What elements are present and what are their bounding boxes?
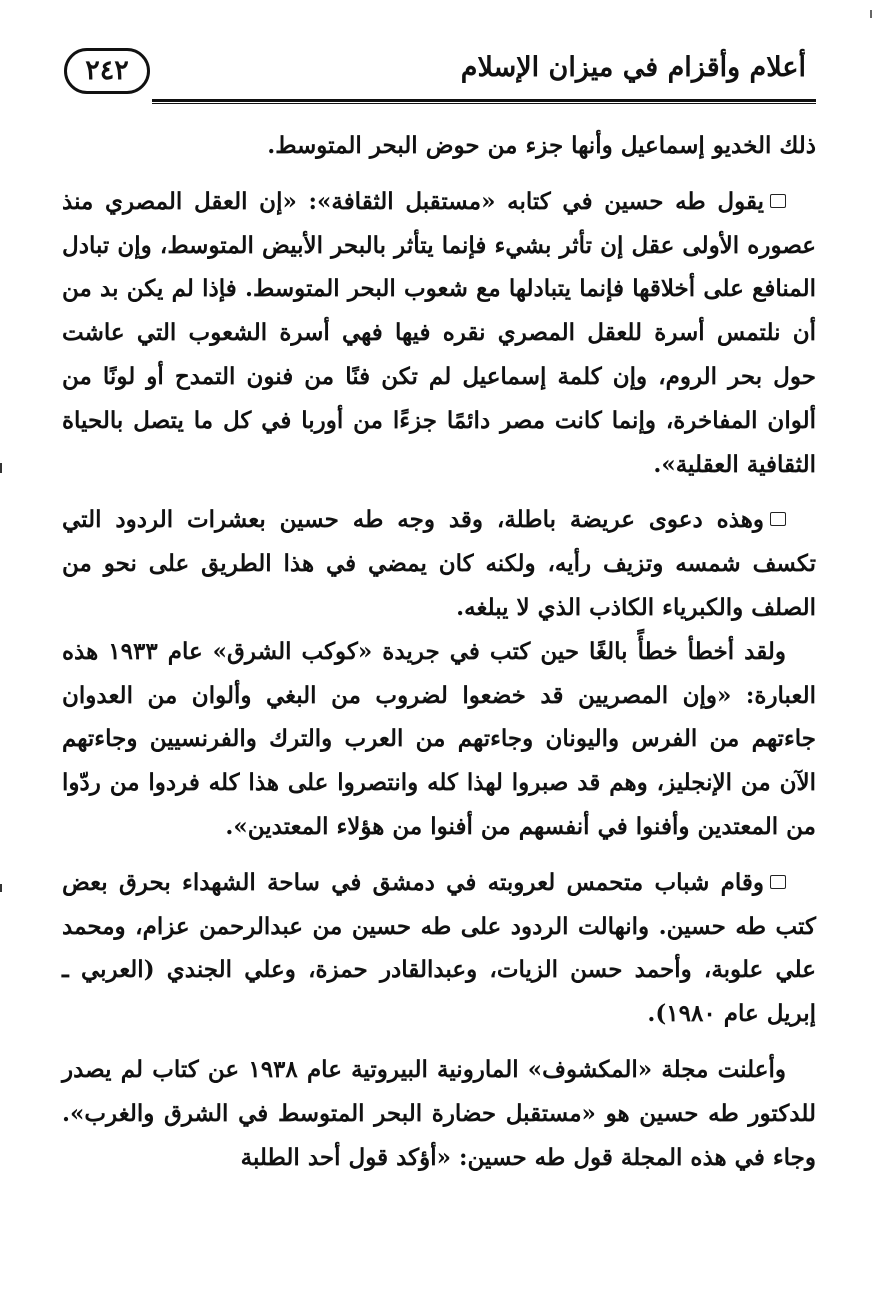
scan-mark [0,884,2,892]
paragraph-text: وقام شباب متحمس لعروبته في دمشق في ساحة الشهداء بحرق بعض كتب طه حسين. وانهالت الردود على طه حسين من عبدالرحمن عزام، ومحمد علي علوبة، وأحمد حسن الزيات، وعبدالقادر حمزة، وعلي الجندي (العربي ـ إبريل عام ١٩٨٠). [62,868,816,1028]
paragraph-3 [62,498,816,629]
paragraph-text: وأعلنت مجلة «المكشوف» المارونية البيروتية عام ١٩٣٨ عن كتاب لم يصدر للدكتور طه حسين هو «مستقبل حضارة البحر المتوسط في الشرق والغرب». وجاء في هذه المجلة قول طه حسين: «أؤكد قول أحد الطلبة [62,1055,816,1171]
page-number: ٢٤٢ [64,48,150,94]
running-title: أعلام وأقزام في ميزان الإسلام [460,52,806,83]
square-bullet-icon [770,512,786,526]
header-rule [152,99,816,102]
paragraph-5 [62,861,816,1036]
page-header [56,42,816,104]
page-body [62,124,816,1179]
scan-mark [0,463,2,473]
header-rule-thin [152,103,816,104]
paragraph-text: يقول طه حسين في كتابه «مستقبل الثقافة»: «إن العقل المصري منذ عصوره الأولى عقل إن تأثر بشيء فإنما يتأثر بالبحر الأبيض المتوسط، وإن تبادل المنافع على أخلاقها فإنما يتبادلها مع شعوب البحر المتوسط. فإذا لم يكن بد من أن نلتمس أسرة للعقل المصري نقره فيها فهي أسرة الشعوب التي عاشت حول بحر الروم، وإن كلمة إسماعيل لم تكن فنًا من فنون التمدح أو لونًا من ألوان المفاخرة، وإنما كانت مصر دائمًا جزءًا من أوربا في كل ما يتصل بالحياة الثقافية العقلية». [62,187,816,478]
paragraph-text: ذلك الخديو إسماعيل وأنها جزء من حوض البحر المتوسط. [267,132,816,159]
scan-mark [870,10,872,18]
paragraph-6 [62,1048,816,1179]
paragraph-1 [62,124,816,168]
paragraph-text: ولقد أخطأ خطأً بالغًا حين كتب في جريدة «كوكب الشرق» عام ١٩٣٣ هذه العبارة: «وإن المصريين قد خضعوا لضروب من البغي وألوان من العدوان جاءتهم من الفرس واليونان وجاءتهم من العرب والترك والفرنسيين وجاءتهم الآن من الإنجليز، وهم قد صبروا لهذا كله وانتصروا على هذا كله فردوا من ردّوا من المعتدين وأفنوا في أنفسهم من أفنوا من هؤلاء المعتدين». [62,637,816,840]
paragraph-text: وهذه دعوى عريضة باطلة، وقد وجه طه حسين بعشرات الردود التي تكسف شمسه وتزيف رأيه، ولكنه كان يمضي في هذا الطريق على نحو من الصلف والكبرياء الكاذب الذي لا يبلغه. [62,506,816,621]
paragraph-4 [62,630,816,849]
square-bullet-icon [770,194,786,208]
square-bullet-icon [770,875,786,889]
paragraph-2 [62,180,816,487]
